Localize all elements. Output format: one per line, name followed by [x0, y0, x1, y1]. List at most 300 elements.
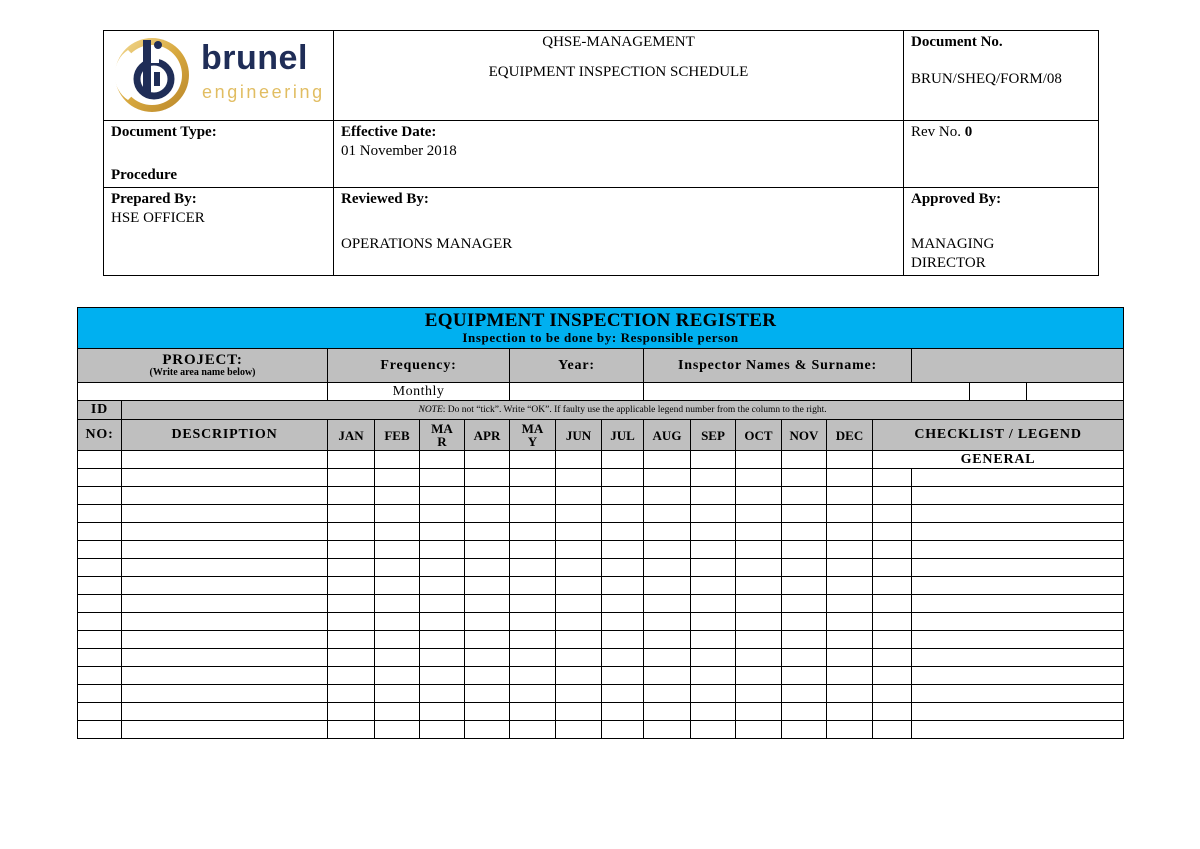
revision-cell	[904, 121, 1099, 188]
month-header-text: DEC	[835, 427, 864, 443]
id-cell[interactable]	[78, 703, 122, 721]
month-entry-cell[interactable]	[375, 451, 420, 469]
month-entry-cell[interactable]	[691, 595, 736, 613]
month-entry-cell[interactable]	[782, 505, 827, 523]
month-entry-cell[interactable]	[644, 541, 691, 559]
month-entry-cell[interactable]	[736, 451, 782, 469]
month-header-5	[556, 420, 602, 451]
month-entry-cell[interactable]	[375, 523, 420, 541]
month-entry-cell[interactable]	[328, 685, 375, 703]
month-entry-cell[interactable]	[465, 469, 510, 487]
month-entry-cell[interactable]	[827, 667, 873, 685]
month-entry-cell[interactable]	[644, 487, 691, 505]
month-entry-cell[interactable]	[827, 523, 873, 541]
description-cell[interactable]	[122, 469, 328, 487]
month-entry-cell[interactable]	[420, 721, 465, 739]
month-entry-cell[interactable]	[691, 505, 736, 523]
month-header-text: MA	[521, 421, 544, 436]
month-entry-cell[interactable]	[465, 703, 510, 721]
month-header-text: Y	[527, 434, 538, 449]
description-cell[interactable]	[122, 487, 328, 505]
register-title-bar	[78, 308, 1124, 349]
month-entry-cell[interactable]	[556, 703, 602, 721]
month-entry-cell[interactable]	[328, 577, 375, 595]
legend-text-cell[interactable]	[912, 649, 1124, 667]
month-entry-cell[interactable]	[827, 487, 873, 505]
month-entry-cell[interactable]	[736, 703, 782, 721]
id-cell[interactable]	[78, 577, 122, 595]
month-entry-cell[interactable]	[644, 523, 691, 541]
month-header-7	[644, 420, 691, 451]
month-entry-cell[interactable]	[691, 487, 736, 505]
month-entry-cell[interactable]	[465, 487, 510, 505]
month-entry-cell[interactable]	[736, 505, 782, 523]
month-entry-cell[interactable]	[420, 469, 465, 487]
year-field[interactable]	[510, 383, 644, 401]
month-header-4	[510, 420, 556, 451]
month-entry-cell[interactable]	[644, 685, 691, 703]
month-entry-cell[interactable]	[556, 523, 602, 541]
table-row	[78, 541, 1124, 559]
id-cell[interactable]	[78, 469, 122, 487]
month-entry-cell[interactable]	[465, 451, 510, 469]
description-cell[interactable]	[122, 649, 328, 667]
month-entry-cell[interactable]	[510, 541, 556, 559]
month-entry-cell[interactable]	[375, 577, 420, 595]
month-entry-cell[interactable]	[691, 541, 736, 559]
project-header	[78, 349, 328, 383]
legend-text-cell[interactable]	[912, 469, 1124, 487]
description-cell[interactable]	[122, 667, 328, 685]
month-entry-cell[interactable]	[691, 649, 736, 667]
id-cell[interactable]	[78, 487, 122, 505]
month-entry-cell[interactable]	[510, 505, 556, 523]
id-cell[interactable]	[78, 685, 122, 703]
month-entry-cell[interactable]	[420, 577, 465, 595]
month-entry-cell[interactable]	[420, 487, 465, 505]
month-header-text: FEB	[384, 427, 410, 443]
month-entry-cell[interactable]	[510, 667, 556, 685]
description-cell[interactable]	[122, 541, 328, 559]
legend-number-cell[interactable]	[873, 487, 912, 505]
legend-number-cell[interactable]	[873, 559, 912, 577]
month-entry-cell[interactable]	[465, 721, 510, 739]
month-entry-cell[interactable]	[375, 487, 420, 505]
month-entry-cell[interactable]	[510, 451, 556, 469]
month-entry-cell[interactable]	[375, 685, 420, 703]
month-header-1	[375, 420, 420, 451]
legend-number-cell[interactable]	[873, 541, 912, 559]
month-entry-cell[interactable]	[510, 631, 556, 649]
id-cell[interactable]	[78, 451, 122, 469]
legend-text-cell[interactable]	[912, 523, 1124, 541]
month-entry-cell[interactable]	[827, 595, 873, 613]
month-entry-cell[interactable]	[556, 541, 602, 559]
month-entry-cell[interactable]	[465, 667, 510, 685]
legend-number-cell[interactable]	[873, 649, 912, 667]
description-cell[interactable]	[122, 685, 328, 703]
inspector-name-field[interactable]	[644, 383, 970, 401]
legend-text-cell[interactable]	[912, 487, 1124, 505]
month-entry-cell[interactable]	[465, 631, 510, 649]
month-entry-cell[interactable]	[420, 631, 465, 649]
legend-text-cell[interactable]	[912, 541, 1124, 559]
legend-number-cell[interactable]	[873, 613, 912, 631]
month-entry-cell[interactable]	[782, 451, 827, 469]
month-entry-cell[interactable]	[602, 559, 644, 577]
month-entry-cell[interactable]	[556, 649, 602, 667]
month-entry-cell[interactable]	[602, 613, 644, 631]
legend-text-cell[interactable]	[912, 577, 1124, 595]
legend-text-cell[interactable]	[912, 631, 1124, 649]
legend-number-cell[interactable]	[873, 631, 912, 649]
month-entry-cell[interactable]	[420, 667, 465, 685]
description-cell[interactable]	[122, 721, 328, 739]
month-entry-cell[interactable]	[328, 559, 375, 577]
month-entry-cell[interactable]	[602, 505, 644, 523]
month-entry-cell[interactable]	[420, 559, 465, 577]
month-entry-cell[interactable]	[328, 721, 375, 739]
month-entry-cell[interactable]	[782, 541, 827, 559]
month-entry-cell[interactable]	[644, 703, 691, 721]
id-cell[interactable]	[78, 649, 122, 667]
month-entry-cell[interactable]	[782, 577, 827, 595]
legend-number-cell[interactable]	[873, 523, 912, 541]
month-entry-cell[interactable]	[644, 721, 691, 739]
legend-text-cell[interactable]	[912, 559, 1124, 577]
project-label: PROJECT:	[162, 352, 243, 368]
month-entry-cell[interactable]	[782, 667, 827, 685]
month-entry-cell[interactable]	[510, 649, 556, 667]
month-entry-cell[interactable]	[328, 451, 375, 469]
month-entry-cell[interactable]	[827, 469, 873, 487]
month-entry-cell[interactable]	[465, 685, 510, 703]
id-cell[interactable]	[78, 667, 122, 685]
month-entry-cell[interactable]	[375, 703, 420, 721]
id-cell[interactable]	[78, 613, 122, 631]
description-cell[interactable]	[122, 523, 328, 541]
reviewed-by-cell	[334, 188, 904, 276]
month-header-text: OCT	[744, 427, 773, 443]
month-entry-cell[interactable]	[375, 505, 420, 523]
table-row	[78, 505, 1124, 523]
month-entry-cell[interactable]	[782, 487, 827, 505]
month-entry-cell[interactable]	[328, 703, 375, 721]
month-entry-cell[interactable]	[510, 559, 556, 577]
month-entry-cell[interactable]	[328, 649, 375, 667]
month-entry-cell[interactable]	[556, 487, 602, 505]
month-entry-cell[interactable]	[644, 505, 691, 523]
month-entry-cell[interactable]	[782, 649, 827, 667]
legend-number-cell[interactable]	[873, 469, 912, 487]
register-title: EQUIPMENT INSPECTION REGISTER	[424, 310, 777, 331]
month-entry-cell[interactable]	[644, 451, 691, 469]
legend-text-cell[interactable]	[912, 685, 1124, 703]
month-entry-cell[interactable]	[602, 577, 644, 595]
description-cell[interactable]	[122, 505, 328, 523]
legend-text-cell[interactable]	[912, 595, 1124, 613]
month-entry-cell[interactable]	[736, 685, 782, 703]
month-entry-cell[interactable]	[782, 613, 827, 631]
legend-text-cell[interactable]	[912, 721, 1124, 739]
month-entry-cell[interactable]	[465, 523, 510, 541]
month-entry-cell[interactable]	[420, 451, 465, 469]
month-entry-cell[interactable]	[556, 631, 602, 649]
month-entry-cell[interactable]	[736, 631, 782, 649]
id-label: ID	[78, 401, 122, 420]
month-entry-cell[interactable]	[556, 577, 602, 595]
id-cell[interactable]	[78, 559, 122, 577]
month-entry-cell[interactable]	[644, 595, 691, 613]
month-entry-cell[interactable]	[736, 613, 782, 631]
document-type-value: Procedure	[111, 167, 178, 183]
id-cell[interactable]	[78, 721, 122, 739]
month-entry-cell[interactable]	[420, 685, 465, 703]
month-entry-cell[interactable]	[420, 613, 465, 631]
month-entry-cell[interactable]	[782, 559, 827, 577]
legend-number-cell[interactable]	[873, 685, 912, 703]
month-entry-cell[interactable]	[510, 721, 556, 739]
month-entry-cell[interactable]	[375, 541, 420, 559]
document-type-cell	[104, 121, 334, 188]
month-entry-cell[interactable]	[465, 595, 510, 613]
month-entry-cell[interactable]	[736, 649, 782, 667]
month-entry-cell[interactable]	[782, 631, 827, 649]
month-entry-cell[interactable]	[602, 631, 644, 649]
month-entry-cell[interactable]	[827, 685, 873, 703]
legend-number-cell[interactable]	[873, 721, 912, 739]
month-entry-cell[interactable]	[510, 613, 556, 631]
month-entry-cell[interactable]	[644, 577, 691, 595]
month-entry-cell[interactable]	[510, 523, 556, 541]
month-entry-cell[interactable]	[602, 685, 644, 703]
id-cell[interactable]	[78, 523, 122, 541]
month-entry-cell[interactable]	[736, 577, 782, 595]
month-entry-cell[interactable]	[465, 505, 510, 523]
month-entry-cell[interactable]	[602, 667, 644, 685]
month-entry-cell[interactable]	[691, 685, 736, 703]
legend-number-cell[interactable]	[873, 577, 912, 595]
month-entry-cell[interactable]	[827, 505, 873, 523]
month-entry-cell[interactable]	[736, 469, 782, 487]
month-header-text: APR	[473, 427, 501, 443]
month-entry-cell[interactable]	[328, 595, 375, 613]
month-entry-cell[interactable]	[782, 523, 827, 541]
month-entry-cell[interactable]	[691, 631, 736, 649]
month-entry-cell[interactable]	[375, 721, 420, 739]
id-cell[interactable]	[78, 541, 122, 559]
month-entry-cell[interactable]	[556, 667, 602, 685]
month-entry-cell[interactable]	[556, 721, 602, 739]
legend-text-cell[interactable]	[912, 613, 1124, 631]
month-entry-cell[interactable]	[827, 613, 873, 631]
month-entry-cell[interactable]	[736, 559, 782, 577]
document-number-label: Document No.	[911, 34, 1003, 50]
table-row	[78, 649, 1124, 667]
month-header-text: AUG	[652, 427, 682, 443]
month-entry-cell[interactable]	[827, 559, 873, 577]
effective-date-cell	[334, 121, 904, 188]
month-entry-cell[interactable]	[644, 613, 691, 631]
id-cell[interactable]	[78, 595, 122, 613]
month-entry-cell[interactable]	[827, 721, 873, 739]
month-entry-cell[interactable]	[556, 613, 602, 631]
project-hint: (Write area name below)	[149, 367, 256, 378]
month-entry-cell[interactable]	[602, 541, 644, 559]
month-entry-cell[interactable]	[510, 595, 556, 613]
prepared-by-value: HSE OFFICER	[111, 210, 205, 226]
month-entry-cell[interactable]	[736, 721, 782, 739]
month-entry-cell[interactable]	[510, 469, 556, 487]
month-entry-cell[interactable]	[465, 541, 510, 559]
month-entry-cell[interactable]	[691, 469, 736, 487]
month-entry-cell[interactable]	[782, 469, 827, 487]
month-entry-cell[interactable]	[691, 613, 736, 631]
month-entry-cell[interactable]	[644, 649, 691, 667]
inspector-header-blank	[912, 349, 1124, 383]
month-entry-cell[interactable]	[375, 649, 420, 667]
month-entry-cell[interactable]	[328, 541, 375, 559]
month-entry-cell[interactable]	[736, 595, 782, 613]
month-entry-cell[interactable]	[602, 721, 644, 739]
month-entry-cell[interactable]	[328, 631, 375, 649]
legend-number-cell[interactable]	[873, 703, 912, 721]
month-entry-cell[interactable]	[465, 613, 510, 631]
logo-subtitle: engineering	[202, 82, 325, 102]
description-cell[interactable]	[122, 595, 328, 613]
description-cell[interactable]	[122, 451, 328, 469]
month-entry-cell[interactable]	[782, 721, 827, 739]
month-entry-cell[interactable]	[420, 505, 465, 523]
month-entry-cell[interactable]	[602, 595, 644, 613]
month-entry-cell[interactable]	[420, 649, 465, 667]
description-cell[interactable]	[122, 577, 328, 595]
month-header-11	[827, 420, 873, 451]
month-entry-cell[interactable]	[420, 541, 465, 559]
effective-date-value: 01 November 2018	[341, 143, 457, 159]
month-entry-cell[interactable]	[602, 451, 644, 469]
month-entry-cell[interactable]	[691, 703, 736, 721]
month-entry-cell[interactable]	[691, 559, 736, 577]
legend-number-cell[interactable]	[873, 505, 912, 523]
month-entry-cell[interactable]	[328, 469, 375, 487]
inspector-field-2[interactable]	[970, 383, 1027, 401]
month-entry-cell[interactable]	[691, 523, 736, 541]
month-entry-cell[interactable]	[602, 487, 644, 505]
prepared-by-label: Prepared By:	[111, 191, 197, 207]
table-row	[78, 613, 1124, 631]
document-number-cell	[904, 31, 1099, 121]
legend-number-cell[interactable]	[873, 595, 912, 613]
month-entry-cell[interactable]	[827, 451, 873, 469]
description-cell[interactable]	[122, 631, 328, 649]
month-entry-cell[interactable]	[644, 631, 691, 649]
month-entry-cell[interactable]	[556, 451, 602, 469]
legend-text-cell[interactable]	[912, 667, 1124, 685]
month-entry-cell[interactable]	[644, 559, 691, 577]
month-entry-cell[interactable]	[602, 649, 644, 667]
month-entry-cell[interactable]	[691, 667, 736, 685]
month-entry-cell[interactable]	[644, 667, 691, 685]
month-entry-cell[interactable]	[328, 505, 375, 523]
prepared-by-cell	[104, 188, 334, 276]
month-entry-cell[interactable]	[510, 577, 556, 595]
month-entry-cell[interactable]	[782, 703, 827, 721]
month-entry-cell[interactable]	[510, 685, 556, 703]
month-entry-cell[interactable]	[736, 523, 782, 541]
table-row	[78, 685, 1124, 703]
month-entry-cell[interactable]	[602, 469, 644, 487]
legend-text-cell[interactable]	[912, 703, 1124, 721]
inspector-field-3[interactable]	[1027, 383, 1124, 401]
month-entry-cell[interactable]	[510, 487, 556, 505]
month-entry-cell[interactable]	[375, 559, 420, 577]
month-entry-cell[interactable]	[375, 631, 420, 649]
description-cell[interactable]	[122, 703, 328, 721]
month-entry-cell[interactable]	[556, 505, 602, 523]
description-cell[interactable]	[122, 559, 328, 577]
description-cell[interactable]	[122, 613, 328, 631]
month-entry-cell[interactable]	[375, 595, 420, 613]
month-entry-cell[interactable]	[736, 541, 782, 559]
month-entry-cell[interactable]	[328, 613, 375, 631]
month-entry-cell[interactable]	[465, 649, 510, 667]
month-entry-cell[interactable]	[375, 469, 420, 487]
revision-value: 0	[964, 124, 973, 140]
month-entry-cell[interactable]	[375, 613, 420, 631]
month-entry-cell[interactable]	[644, 469, 691, 487]
month-entry-cell[interactable]	[602, 523, 644, 541]
month-entry-cell[interactable]	[420, 703, 465, 721]
month-header-0	[328, 420, 375, 451]
month-entry-cell[interactable]	[556, 685, 602, 703]
month-entry-cell[interactable]	[328, 487, 375, 505]
month-entry-cell[interactable]	[328, 667, 375, 685]
month-entry-cell[interactable]	[691, 577, 736, 595]
month-entry-cell[interactable]	[556, 595, 602, 613]
project-name-field[interactable]	[78, 383, 328, 401]
document-number-value: BRUN/SHEQ/FORM/08	[911, 71, 1062, 87]
month-entry-cell[interactable]	[827, 541, 873, 559]
month-entry-cell[interactable]	[556, 559, 602, 577]
month-entry-cell[interactable]	[375, 667, 420, 685]
month-entry-cell[interactable]	[691, 721, 736, 739]
id-cell[interactable]	[78, 505, 122, 523]
id-cell[interactable]	[78, 631, 122, 649]
month-entry-cell[interactable]	[691, 451, 736, 469]
month-entry-cell[interactable]	[782, 595, 827, 613]
month-entry-cell[interactable]	[556, 469, 602, 487]
month-entry-cell[interactable]	[827, 703, 873, 721]
month-entry-cell[interactable]	[328, 523, 375, 541]
month-entry-cell[interactable]	[420, 595, 465, 613]
month-entry-cell[interactable]	[827, 649, 873, 667]
month-entry-cell[interactable]	[736, 667, 782, 685]
note-row	[122, 401, 1124, 420]
month-entry-cell[interactable]	[465, 559, 510, 577]
revision-label: Rev No.	[911, 124, 961, 140]
month-entry-cell[interactable]	[827, 631, 873, 649]
month-entry-cell[interactable]	[510, 703, 556, 721]
legend-number-cell[interactable]	[873, 667, 912, 685]
month-entry-cell[interactable]	[420, 523, 465, 541]
month-entry-cell[interactable]	[602, 703, 644, 721]
month-entry-cell[interactable]	[782, 685, 827, 703]
month-entry-cell[interactable]	[465, 577, 510, 595]
legend-text-cell[interactable]	[912, 505, 1124, 523]
month-entry-cell[interactable]	[736, 487, 782, 505]
month-entry-cell[interactable]	[827, 577, 873, 595]
